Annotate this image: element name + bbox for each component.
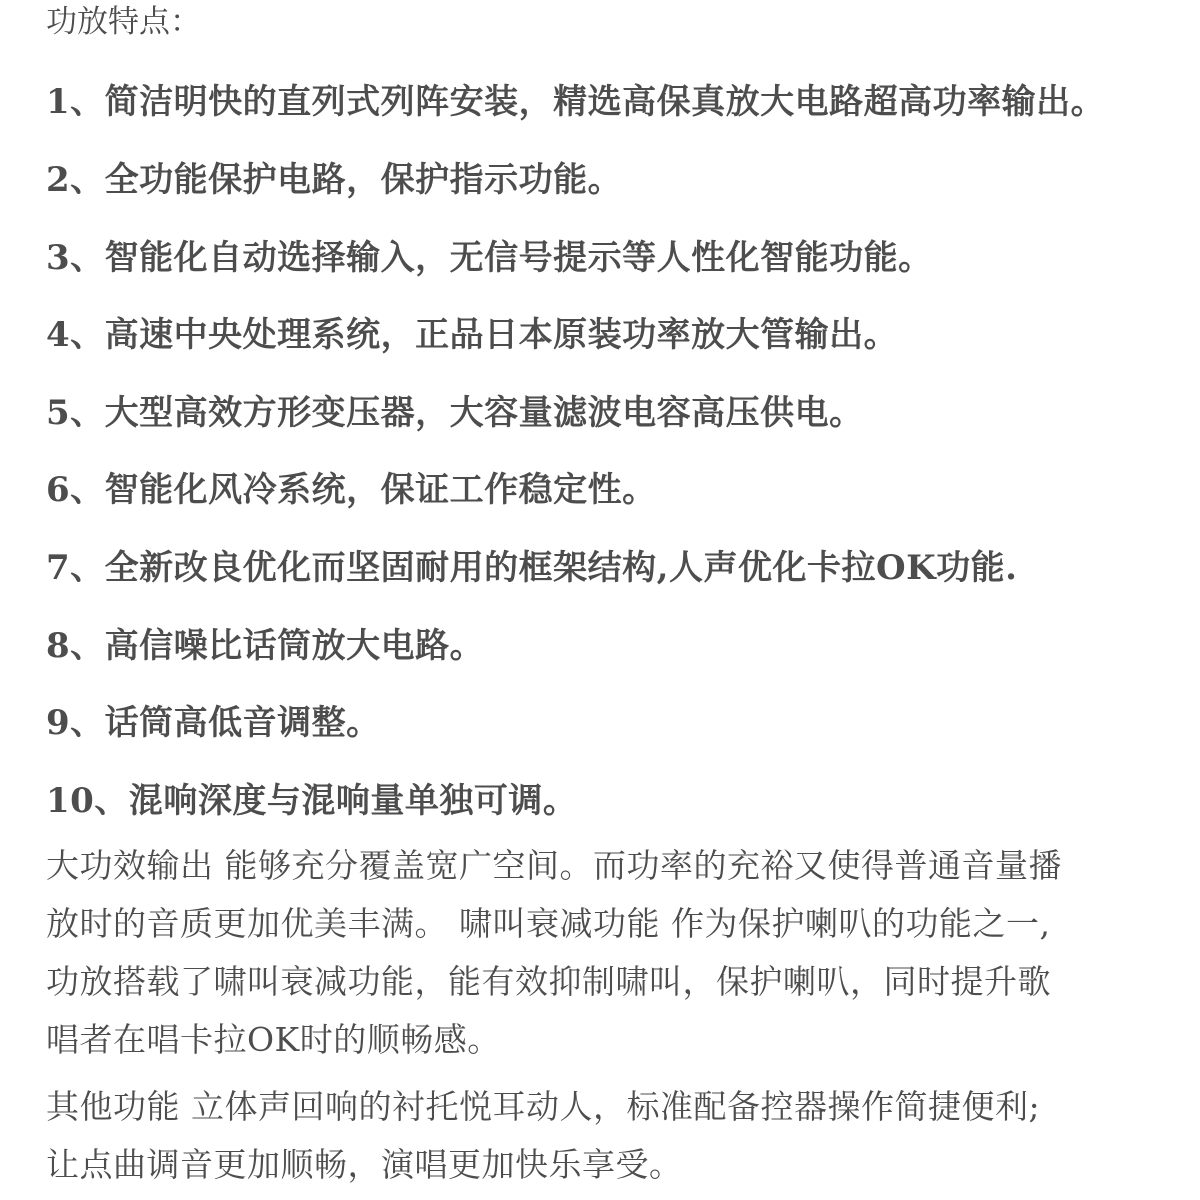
feature-item-7 xyxy=(46,546,1018,590)
paragraph-line: 放时的音质更加优美丰满。 啸叫衰减功能 作为保护喇叭的功能之一, xyxy=(46,904,1051,943)
feature-number: 2、 xyxy=(46,160,105,200)
paragraph-line: 大功效输出 能够充分覆盖宽广空间。而功率的充裕又使得普通音量播 xyxy=(46,846,1062,885)
paragraph-line: 让点曲调音更加顺畅，演唱更加快乐享受。 xyxy=(46,1145,683,1184)
feature-number: 6、 xyxy=(46,470,105,510)
feature-text: 简洁明快的直列式列阵安装，精选高保真放大电路超高功率输出。 xyxy=(104,82,1106,122)
paragraph-line: 唱者在唱卡拉OK时的顺畅感。 xyxy=(46,1020,501,1059)
feature-number: 4、 xyxy=(46,315,105,355)
paragraph-line: 功放搭载了啸叫衰减功能，能有效抑制啸叫，保护喇叭，同时提升歌 xyxy=(46,962,1051,1001)
feature-item-9 xyxy=(46,701,381,745)
feature-item-10 xyxy=(46,779,577,823)
feature-number: 8、 xyxy=(46,626,105,666)
section-heading: 功放特点： xyxy=(46,4,201,40)
feature-text: 智能化自动选择输入，无信号提示等人性化智能功能。 xyxy=(104,238,933,278)
feature-text: 高速中央处理系统，正品日本原装功率放大管输出。 xyxy=(104,315,899,355)
feature-text: 大型高效方形变压器，大容量滤波电容高压供电。 xyxy=(104,393,864,433)
feature-item-5 xyxy=(46,391,864,435)
feature-text: 智能化风冷系统，保证工作稳定性。 xyxy=(104,470,657,510)
feature-number: 5、 xyxy=(46,393,105,433)
feature-number: 7、 xyxy=(46,548,105,588)
feature-item-8 xyxy=(46,624,484,668)
feature-item-1 xyxy=(46,80,1105,124)
feature-number: 10、 xyxy=(46,781,129,821)
feature-text: 混响深度与混响量单独可调。 xyxy=(128,781,578,821)
feature-text: 全新改良优化而坚固耐用的框架结构,人声优化卡拉OK功能. xyxy=(104,548,1018,588)
paragraph-other-features xyxy=(46,1078,1176,1194)
feature-item-4 xyxy=(46,313,898,357)
feature-number: 9、 xyxy=(46,703,105,743)
feature-number: 1、 xyxy=(46,82,105,122)
feature-item-2 xyxy=(46,158,622,202)
feature-text: 高信噪比话筒放大电路。 xyxy=(104,626,485,666)
feature-number: 3、 xyxy=(46,238,105,278)
paragraph-line: 其他功能 立体声回响的衬托悦耳动人，标准配备控器操作简捷便利; xyxy=(46,1087,1041,1126)
feature-text: 全功能保护电路，保护指示功能。 xyxy=(104,160,623,200)
paragraph-output-power xyxy=(46,837,1176,1069)
feature-item-3 xyxy=(46,236,933,280)
feature-text: 话筒高低音调整。 xyxy=(104,703,381,743)
feature-item-6 xyxy=(46,468,657,512)
